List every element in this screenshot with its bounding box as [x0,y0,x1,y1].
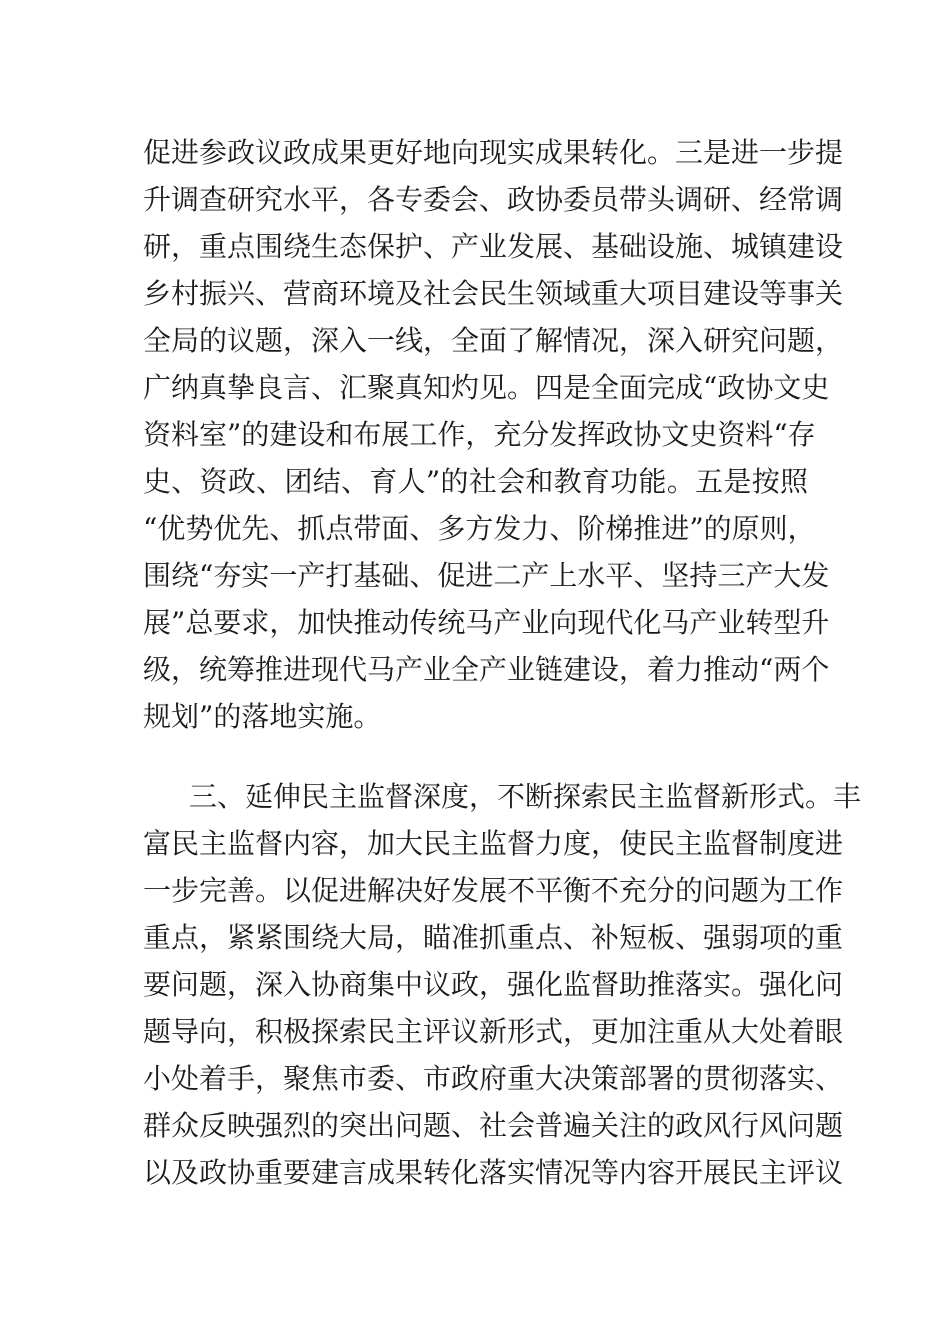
paragraph-line: 升调查研究水平，各专委会、政协委员带头调研、经常调 [143,183,844,216]
paragraph-line: 要问题，深入协商集中议政，强化监督助推落实。强化问 [143,968,844,1001]
paragraph-line: 以及政协重要建言成果转化落实情况等内容开展民主评议 [143,1156,844,1189]
paragraph-line: 促进参政议政成果更好地向现实成果转化。三是进一步提 [143,136,844,169]
paragraph-line: 富民主监督内容，加大民主监督力度，使民主监督制度进 [143,827,844,860]
paragraph-line: 重点，紧紧围绕大局，瞄准抓重点、补短板、强弱项的重 [143,921,844,954]
paragraph-line: 一步完善。以促进解决好发展不平衡不充分的问题为工作 [143,874,844,907]
paragraph-line: 规划”的落地实施。 [143,700,382,733]
section-heading-line: 三、延伸民主监督深度，不断探索民主监督新形式。丰 [189,780,862,813]
paragraph-line: 小处着手，聚焦市委、市政府重大决策部署的贯彻落实、 [143,1062,844,1095]
paragraph-line: 研，重点围绕生态保护、产业发展、基础设施、城镇建设 [143,230,844,263]
paragraph-line: 级，统筹推进现代马产业全产业链建设，着力推动“两个 [143,653,830,686]
paragraph-line: 广纳真挚良言、汇聚真知灼见。四是全面完成“政协文史 [143,371,830,404]
paragraph-line: 群众反映强烈的突出问题、社会普遍关注的政风行风问题 [143,1109,844,1142]
paragraph-line: 展”总要求，加快推动传统马产业向现代化马产业转型升 [143,606,830,639]
paragraph-line: 资料室”的建设和布展工作，充分发挥政协文史资料“存 [143,418,816,451]
paragraph-line: 围绕“夯实一产打基础、促进二产上水平、坚持三产大发 [143,559,830,592]
paragraph-line: 史、资政、团结、育人”的社会和教育功能。五是按照 [143,465,808,498]
paragraph-line: “优势优先、抓点带面、多方发力、阶梯推进”的原则， [143,512,816,545]
paragraph-line: 题导向，积极探索民主评议新形式，更加注重从大处着眼 [143,1015,844,1048]
paragraph-line: 全局的议题，深入一线，全面了解情况，深入研究问题， [143,324,844,357]
paragraph-line: 乡村振兴、营商环境及社会民生领域重大项目建设等事关 [143,277,844,310]
